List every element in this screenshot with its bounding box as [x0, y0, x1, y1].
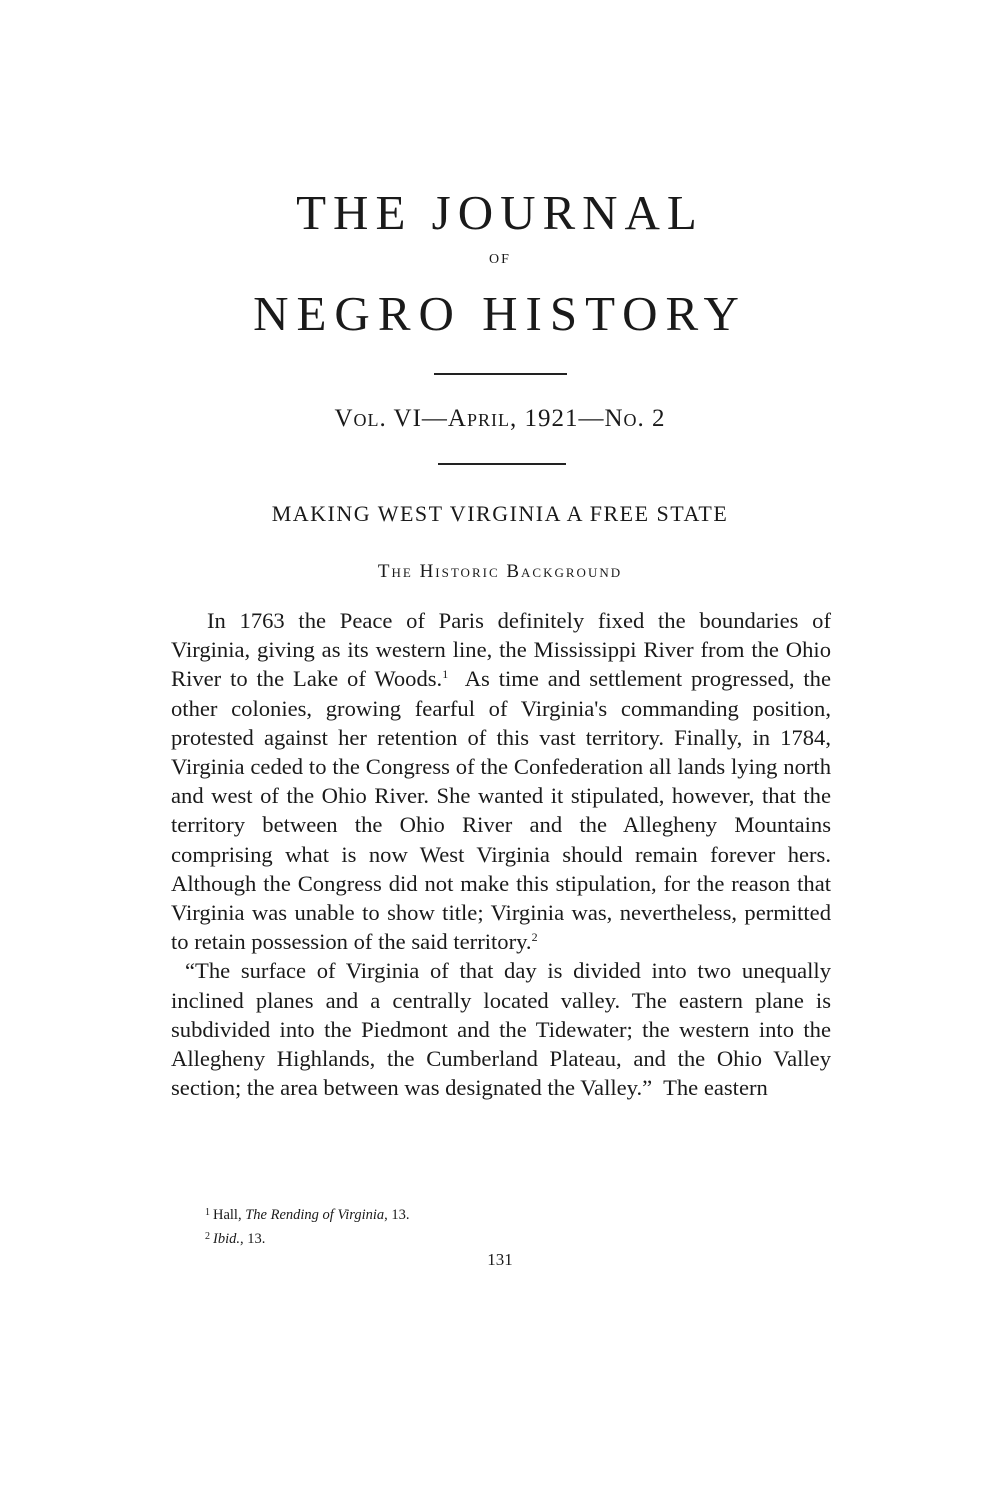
- article-body: [171, 606, 837, 1102]
- volume-issue-line: Vol. VI—April, 1921—No. 2: [334, 405, 666, 432]
- footnote-1-rest: , 13.: [384, 1207, 410, 1223]
- paragraph-1-text-b: As time and settlement progressed, the other colonies, growing fearful of Virginia's commanding position, protested against her retention of this vast territory. Finally, in 1784, Virginia ceded to the Congress of the Confederation all lands lying north and west of the Ohio River. She wanted it stipulated, however, that the territory between the Ohio River and the Allegheny Mountains comprising what is now West Virginia should remain forever hers. Although the Congress did not make this stipulation, for the reason that Virginia was unable to show title; Virginia was, nevertheless, permitted to retain possession of the said territory.: [171, 666, 837, 955]
- journal-title-line1: THE JOURNAL: [296, 185, 704, 240]
- footnote-1-work: The Rending of Virginia: [245, 1207, 385, 1223]
- paragraph-1-text-a: In 1763 the Peace of Paris definitely fixed the boundaries of Virginia, giving as its western line, the Mississippi River from the Ohio River to the Lake of Woods.: [171, 608, 831, 692]
- footnote-1-mark: 1: [205, 1207, 210, 1218]
- footnote-2: [205, 1226, 805, 1250]
- article-title: MAKING WEST VIRGINIA A FREE STATE: [271, 501, 729, 526]
- footnote-2-rest: , 13.: [239, 1231, 266, 1247]
- footnote-2-work: Ibid.: [213, 1231, 240, 1247]
- footnote-ref-1: 1: [442, 667, 449, 682]
- footnote-1: [205, 1202, 805, 1226]
- body-paragraph-2: “The surface of Virginia of that day is divided into two unequally inclined planes and a centrally located valley. The eastern plane is subdivided into the Piedmont and the Tidewater; the western into the Allegheny Highlands, the Cumberland Plateau, and the Ohio Valley section; the area between was designated the Valley.” The eastern: [171, 958, 837, 1101]
- body-paragraph-1: [171, 606, 837, 956]
- footnote-2-mark: 2: [205, 1231, 210, 1242]
- journal-title-of: OF: [489, 252, 511, 267]
- journal-title-line2: NEGRO HISTORY: [253, 286, 747, 341]
- rule-top: [434, 373, 567, 375]
- footnotes: [205, 1202, 805, 1250]
- page-number: 131: [487, 1250, 513, 1269]
- rule-bottom: [438, 463, 566, 465]
- section-heading: The Historic Background: [377, 561, 623, 582]
- footnote-ref-2: 2: [531, 930, 538, 945]
- footnote-1-author: Hall,: [213, 1207, 246, 1223]
